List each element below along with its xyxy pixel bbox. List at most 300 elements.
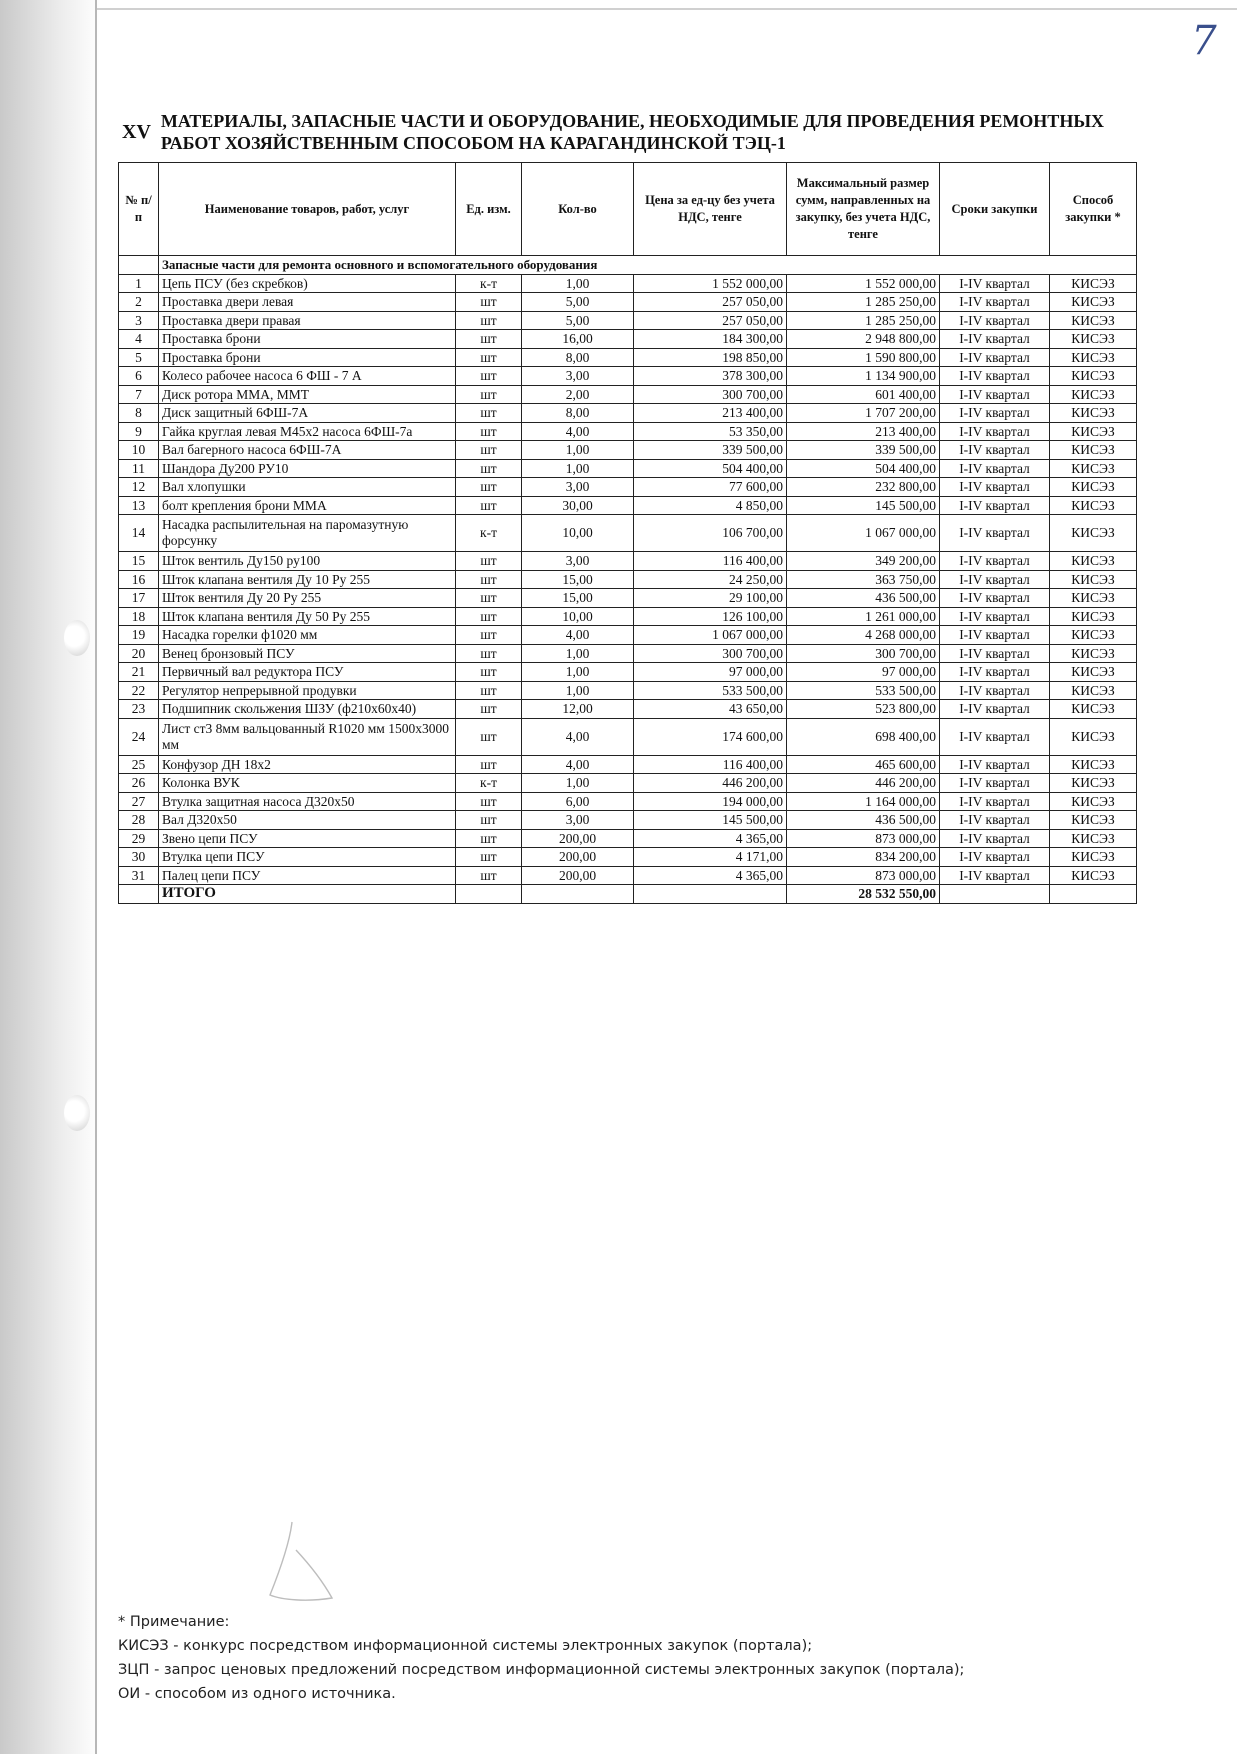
unit-price-cell: 198 850,00 <box>634 348 787 367</box>
procurement-method-cell: КИСЭЗ <box>1050 829 1137 848</box>
unit-price-cell: 1 067 000,00 <box>634 626 787 645</box>
row-number: 25 <box>119 755 159 774</box>
unit-price-cell: 43 650,00 <box>634 700 787 719</box>
procurement-period-cell: I-IV квартал <box>940 441 1050 460</box>
unit-cell: к-т <box>456 515 522 552</box>
total-amount-cell: 363 750,00 <box>787 570 940 589</box>
procurement-method-cell: КИСЭЗ <box>1050 367 1137 386</box>
total-empty-cell <box>634 885 787 904</box>
unit-price-cell: 213 400,00 <box>634 404 787 423</box>
procurement-period-cell: I-IV квартал <box>940 515 1050 552</box>
unit-cell: шт <box>456 811 522 830</box>
table-row <box>119 385 1137 404</box>
procurement-method-cell: КИСЭЗ <box>1050 681 1137 700</box>
total-amount-cell: 1 285 250,00 <box>787 293 940 312</box>
item-name: Втулка защитная насоса Д320х50 <box>159 792 456 811</box>
procurement-method-cell: КИСЭЗ <box>1050 478 1137 497</box>
item-name: Диск ротора ММА, ММТ <box>159 385 456 404</box>
procurement-method-cell: КИСЭЗ <box>1050 441 1137 460</box>
procurement-period-cell: I-IV квартал <box>940 385 1050 404</box>
row-number: 13 <box>119 496 159 515</box>
table-row <box>119 774 1137 793</box>
row-number: 27 <box>119 792 159 811</box>
item-name: Вал Д320х50 <box>159 811 456 830</box>
table-row <box>119 570 1137 589</box>
unit-cell: шт <box>456 478 522 497</box>
table-row <box>119 422 1137 441</box>
row-number: 14 <box>119 515 159 552</box>
total-amount-cell: 213 400,00 <box>787 422 940 441</box>
procurement-method-cell: КИСЭЗ <box>1050 644 1137 663</box>
unit-cell: шт <box>456 644 522 663</box>
table-row <box>119 496 1137 515</box>
total-value: 28 532 550,00 <box>787 885 940 904</box>
total-amount-cell: 601 400,00 <box>787 385 940 404</box>
quantity-cell: 10,00 <box>522 515 634 552</box>
quantity-cell: 10,00 <box>522 607 634 626</box>
procurement-period-cell: I-IV квартал <box>940 311 1050 330</box>
procurement-method-cell: КИСЭЗ <box>1050 515 1137 552</box>
procurement-method-cell: КИСЭЗ <box>1050 755 1137 774</box>
procurement-method-cell: КИСЭЗ <box>1050 663 1137 682</box>
total-amount-cell: 873 000,00 <box>787 829 940 848</box>
procurement-period-cell: I-IV квартал <box>940 496 1050 515</box>
page-top-edge <box>97 8 1237 10</box>
unit-cell: шт <box>456 792 522 811</box>
quantity-cell: 12,00 <box>522 700 634 719</box>
procurement-table <box>118 162 1137 904</box>
unit-cell: шт <box>456 311 522 330</box>
total-amount-cell: 523 800,00 <box>787 700 940 719</box>
unit-price-cell: 184 300,00 <box>634 330 787 349</box>
procurement-period-cell: I-IV квартал <box>940 404 1050 423</box>
table-row <box>119 700 1137 719</box>
total-amount-cell: 97 000,00 <box>787 663 940 682</box>
procurement-method-cell: КИСЭЗ <box>1050 848 1137 867</box>
table-row <box>119 607 1137 626</box>
procurement-period-cell: I-IV квартал <box>940 478 1050 497</box>
unit-price-cell: 339 500,00 <box>634 441 787 460</box>
table-row <box>119 866 1137 885</box>
total-amount-cell: 339 500,00 <box>787 441 940 460</box>
procurement-method-cell: КИСЭЗ <box>1050 607 1137 626</box>
unit-price-cell: 29 100,00 <box>634 589 787 608</box>
table-row <box>119 626 1137 645</box>
item-name: Венец бронзовый ПСУ <box>159 644 456 663</box>
unit-cell: шт <box>456 552 522 571</box>
row-number: 24 <box>119 718 159 755</box>
unit-price-cell: 257 050,00 <box>634 311 787 330</box>
total-label: ИТОГО <box>159 885 456 904</box>
procurement-period-cell: I-IV квартал <box>940 367 1050 386</box>
item-name: Вал багерного насоса 6ФШ-7А <box>159 441 456 460</box>
total-amount-cell: 1 164 000,00 <box>787 792 940 811</box>
punch-hole <box>64 620 90 656</box>
header-num: № п/п <box>119 163 159 256</box>
unit-price-cell: 1 552 000,00 <box>634 274 787 293</box>
total-amount-cell: 446 200,00 <box>787 774 940 793</box>
unit-cell: шт <box>456 293 522 312</box>
item-name: Проставка брони <box>159 348 456 367</box>
quantity-cell: 1,00 <box>522 644 634 663</box>
procurement-period-cell: I-IV квартал <box>940 774 1050 793</box>
item-name: болт крепления брони ММА <box>159 496 456 515</box>
quantity-cell: 4,00 <box>522 755 634 774</box>
title-text: МАТЕРИАЛЫ, ЗАПАСНЫЕ ЧАСТИ И ОБОРУДОВАНИЕ, НЕОБХОДИМЫЕ ДЛЯ ПРОВЕДЕНИЯ РЕМОНТНЫХ РАБОТ ХОЗЯЙСТВЕННЫМ СПОСОБОМ НА КАРАГАНДИНСКОЙ ТЭЦ-1 <box>160 111 1104 153</box>
header-qty: Кол-во <box>522 163 634 256</box>
footnote-heading: * Примечание: <box>118 1614 230 1630</box>
unit-cell: шт <box>456 866 522 885</box>
unit-price-cell: 446 200,00 <box>634 774 787 793</box>
table-row <box>119 644 1137 663</box>
procurement-period-cell: I-IV квартал <box>940 663 1050 682</box>
procurement-method-cell: КИСЭЗ <box>1050 774 1137 793</box>
quantity-cell: 2,00 <box>522 385 634 404</box>
unit-price-cell: 97 000,00 <box>634 663 787 682</box>
item-name: Подшипник скольжения ШЗУ (ф210х60х40) <box>159 700 456 719</box>
table-row <box>119 459 1137 478</box>
table-row <box>119 330 1137 349</box>
row-number: 5 <box>119 348 159 367</box>
binder-shadow <box>0 0 100 1754</box>
quantity-cell: 4,00 <box>522 422 634 441</box>
procurement-period-cell: I-IV квартал <box>940 718 1050 755</box>
procurement-period-cell: I-IV квартал <box>940 330 1050 349</box>
section-row <box>119 256 1137 275</box>
table-row <box>119 478 1137 497</box>
total-amount-cell: 1 590 800,00 <box>787 348 940 367</box>
item-name: Проставка двери правая <box>159 311 456 330</box>
total-amount-cell: 533 500,00 <box>787 681 940 700</box>
item-name: Колесо рабочее насоса 6 ФШ - 7 А <box>159 367 456 386</box>
row-number: 16 <box>119 570 159 589</box>
table-row <box>119 811 1137 830</box>
table-row <box>119 441 1137 460</box>
document-title <box>122 110 1132 154</box>
procurement-period-cell: I-IV квартал <box>940 700 1050 719</box>
procurement-period-cell: I-IV квартал <box>940 792 1050 811</box>
row-number: 11 <box>119 459 159 478</box>
quantity-cell: 1,00 <box>522 441 634 460</box>
unit-cell: шт <box>456 385 522 404</box>
unit-cell: шт <box>456 681 522 700</box>
row-number: 23 <box>119 700 159 719</box>
row-number: 2 <box>119 293 159 312</box>
quantity-cell: 200,00 <box>522 829 634 848</box>
row-number: 4 <box>119 330 159 349</box>
unit-price-cell: 174 600,00 <box>634 718 787 755</box>
quantity-cell: 4,00 <box>522 718 634 755</box>
unit-price-cell: 300 700,00 <box>634 644 787 663</box>
unit-cell: шт <box>456 422 522 441</box>
total-amount-cell: 436 500,00 <box>787 811 940 830</box>
quantity-cell: 1,00 <box>522 681 634 700</box>
total-empty-cell <box>940 885 1050 904</box>
total-amount-cell: 873 000,00 <box>787 866 940 885</box>
procurement-method-cell: КИСЭЗ <box>1050 293 1137 312</box>
item-name: Проставка брони <box>159 330 456 349</box>
quantity-cell: 5,00 <box>522 293 634 312</box>
unit-cell: шт <box>456 589 522 608</box>
total-empty-cell <box>1050 885 1137 904</box>
row-number: 15 <box>119 552 159 571</box>
unit-price-cell: 378 300,00 <box>634 367 787 386</box>
item-name: Шток клапана вентиля Ду 10 Ру 255 <box>159 570 456 589</box>
procurement-method-cell: КИСЭЗ <box>1050 626 1137 645</box>
unit-cell: шт <box>456 626 522 645</box>
unit-cell: шт <box>456 348 522 367</box>
procurement-period-cell: I-IV квартал <box>940 589 1050 608</box>
table-row <box>119 792 1137 811</box>
procurement-period-cell: I-IV квартал <box>940 626 1050 645</box>
procurement-method-cell: КИСЭЗ <box>1050 792 1137 811</box>
quantity-cell: 3,00 <box>522 811 634 830</box>
table-row <box>119 663 1137 682</box>
row-number: 6 <box>119 367 159 386</box>
total-empty-cell <box>119 885 159 904</box>
procurement-period-cell: I-IV квартал <box>940 644 1050 663</box>
procurement-period-cell: I-IV квартал <box>940 848 1050 867</box>
item-name: Шток клапана вентиля Ду 50 Ру 255 <box>159 607 456 626</box>
header-price: Цена за ед-цу без учета НДС, тенге <box>634 163 787 256</box>
row-number: 19 <box>119 626 159 645</box>
unit-cell: к-т <box>456 274 522 293</box>
procurement-method-cell: КИСЭЗ <box>1050 385 1137 404</box>
quantity-cell: 1,00 <box>522 663 634 682</box>
procurement-method-cell: КИСЭЗ <box>1050 459 1137 478</box>
footnote-line: ОИ - способом из одного источника. <box>118 1686 396 1702</box>
header-total: Максимальный размер сумм, направленных на закупку, без учета НДС, тенге <box>787 163 940 256</box>
table-row <box>119 274 1137 293</box>
unit-price-cell: 116 400,00 <box>634 552 787 571</box>
total-amount-cell: 1 285 250,00 <box>787 311 940 330</box>
procurement-method-cell: КИСЭЗ <box>1050 589 1137 608</box>
row-number: 28 <box>119 811 159 830</box>
unit-price-cell: 126 100,00 <box>634 607 787 626</box>
procurement-method-cell: КИСЭЗ <box>1050 404 1137 423</box>
item-name: Гайка круглая левая М45х2 насоса 6ФШ-7а <box>159 422 456 441</box>
unit-price-cell: 4 365,00 <box>634 829 787 848</box>
item-name: Колонка ВУК <box>159 774 456 793</box>
item-name: Насадка распылительная на паромазутную форсунку <box>159 515 456 552</box>
unit-cell: шт <box>456 367 522 386</box>
procurement-period-cell: I-IV квартал <box>940 570 1050 589</box>
total-amount-cell: 1 067 000,00 <box>787 515 940 552</box>
header-period: Сроки закупки <box>940 163 1050 256</box>
table-row <box>119 589 1137 608</box>
unit-price-cell: 116 400,00 <box>634 755 787 774</box>
table-header-row <box>119 163 1137 256</box>
unit-price-cell: 24 250,00 <box>634 570 787 589</box>
row-number: 7 <box>119 385 159 404</box>
procurement-period-cell: I-IV квартал <box>940 681 1050 700</box>
unit-cell: шт <box>456 404 522 423</box>
row-number: 29 <box>119 829 159 848</box>
section-label: Запасные части для ремонта основного и вспомогательного оборудования <box>159 256 1137 275</box>
quantity-cell: 4,00 <box>522 626 634 645</box>
unit-cell: шт <box>456 330 522 349</box>
total-amount-cell: 1 707 200,00 <box>787 404 940 423</box>
unit-cell: шт <box>456 829 522 848</box>
quantity-cell: 30,00 <box>522 496 634 515</box>
total-amount-cell: 300 700,00 <box>787 644 940 663</box>
row-number: 10 <box>119 441 159 460</box>
unit-cell: шт <box>456 663 522 682</box>
unit-price-cell: 504 400,00 <box>634 459 787 478</box>
procurement-period-cell: I-IV квартал <box>940 811 1050 830</box>
unit-price-cell: 4 365,00 <box>634 866 787 885</box>
total-amount-cell: 834 200,00 <box>787 848 940 867</box>
unit-price-cell: 145 500,00 <box>634 811 787 830</box>
quantity-cell: 3,00 <box>522 367 634 386</box>
table-row <box>119 404 1137 423</box>
item-name: Звено цепи ПСУ <box>159 829 456 848</box>
total-empty-cell <box>522 885 634 904</box>
total-row <box>119 885 1137 904</box>
quantity-cell: 15,00 <box>522 570 634 589</box>
footnote-line: ЗЦП - запрос ценовых предложений посредством информационной системы электронных закупок (портала); <box>118 1662 965 1678</box>
unit-cell: шт <box>456 496 522 515</box>
procurement-period-cell: I-IV квартал <box>940 348 1050 367</box>
total-amount-cell: 504 400,00 <box>787 459 940 478</box>
quantity-cell: 200,00 <box>522 848 634 867</box>
row-number: 3 <box>119 311 159 330</box>
procurement-method-cell: КИСЭЗ <box>1050 330 1137 349</box>
row-number: 26 <box>119 774 159 793</box>
quantity-cell: 1,00 <box>522 459 634 478</box>
row-number: 8 <box>119 404 159 423</box>
unit-cell: шт <box>456 441 522 460</box>
procurement-method-cell: КИСЭЗ <box>1050 552 1137 571</box>
item-name: Регулятор непрерывной продувки <box>159 681 456 700</box>
total-amount-cell: 232 800,00 <box>787 478 940 497</box>
item-name: Втулка цепи ПСУ <box>159 848 456 867</box>
row-number: 30 <box>119 848 159 867</box>
quantity-cell: 3,00 <box>522 552 634 571</box>
unit-cell: шт <box>456 848 522 867</box>
item-name: Шток вентиля Ду 20 Ру 255 <box>159 589 456 608</box>
section-num-cell <box>119 256 159 275</box>
total-amount-cell: 2 948 800,00 <box>787 330 940 349</box>
unit-price-cell: 533 500,00 <box>634 681 787 700</box>
procurement-method-cell: КИСЭЗ <box>1050 811 1137 830</box>
procurement-period-cell: I-IV квартал <box>940 293 1050 312</box>
procurement-period-cell: I-IV квартал <box>940 459 1050 478</box>
punch-hole <box>64 1095 90 1131</box>
procurement-period-cell: I-IV квартал <box>940 866 1050 885</box>
unit-price-cell: 53 350,00 <box>634 422 787 441</box>
procurement-period-cell: I-IV квартал <box>940 829 1050 848</box>
unit-cell: шт <box>456 700 522 719</box>
procurement-method-cell: КИСЭЗ <box>1050 348 1137 367</box>
section-number: XV <box>122 120 151 143</box>
row-number: 31 <box>119 866 159 885</box>
row-number: 1 <box>119 274 159 293</box>
procurement-period-cell: I-IV квартал <box>940 274 1050 293</box>
unit-price-cell: 4 850,00 <box>634 496 787 515</box>
item-name: Конфузор ДН 18х2 <box>159 755 456 774</box>
item-name: Вал хлопушки <box>159 478 456 497</box>
quantity-cell: 6,00 <box>522 792 634 811</box>
quantity-cell: 8,00 <box>522 348 634 367</box>
table-row <box>119 552 1137 571</box>
row-number: 17 <box>119 589 159 608</box>
pencil-mark <box>262 1520 342 1610</box>
unit-price-cell: 106 700,00 <box>634 515 787 552</box>
table-row <box>119 829 1137 848</box>
table-row <box>119 348 1137 367</box>
item-name: Шандора Ду200 РУ10 <box>159 459 456 478</box>
quantity-cell: 5,00 <box>522 311 634 330</box>
table-row <box>119 293 1137 312</box>
unit-price-cell: 194 000,00 <box>634 792 787 811</box>
item-name: Первичный вал редуктора ПСУ <box>159 663 456 682</box>
quantity-cell: 200,00 <box>522 866 634 885</box>
procurement-method-cell: КИСЭЗ <box>1050 422 1137 441</box>
procurement-method-cell: КИСЭЗ <box>1050 311 1137 330</box>
procurement-method-cell: КИСЭЗ <box>1050 570 1137 589</box>
table-row <box>119 848 1137 867</box>
item-name: Насадка горелки ф1020 мм <box>159 626 456 645</box>
row-number: 18 <box>119 607 159 626</box>
procurement-method-cell: КИСЭЗ <box>1050 496 1137 515</box>
unit-cell: шт <box>456 570 522 589</box>
total-amount-cell: 349 200,00 <box>787 552 940 571</box>
total-amount-cell: 1 261 000,00 <box>787 607 940 626</box>
row-number: 22 <box>119 681 159 700</box>
item-name: Шток вентиль Ду150 ру100 <box>159 552 456 571</box>
item-name: Диск защитный 6ФШ-7А <box>159 404 456 423</box>
procurement-method-cell: КИСЭЗ <box>1050 274 1137 293</box>
page-number: 7 <box>1191 18 1217 64</box>
total-amount-cell: 4 268 000,00 <box>787 626 940 645</box>
procurement-method-cell: КИСЭЗ <box>1050 718 1137 755</box>
unit-price-cell: 300 700,00 <box>634 385 787 404</box>
unit-cell: шт <box>456 718 522 755</box>
total-amount-cell: 465 600,00 <box>787 755 940 774</box>
item-name: Цепь ПСУ (без скребков) <box>159 274 456 293</box>
table-row <box>119 515 1137 552</box>
item-name: Палец цепи ПСУ <box>159 866 456 885</box>
procurement-method-cell: КИСЭЗ <box>1050 700 1137 719</box>
total-amount-cell: 436 500,00 <box>787 589 940 608</box>
row-number: 12 <box>119 478 159 497</box>
item-name: Проставка двери левая <box>159 293 456 312</box>
table-row <box>119 718 1137 755</box>
unit-cell: шт <box>456 607 522 626</box>
header-method: Способ закупки * <box>1050 163 1137 256</box>
footnote <box>118 1610 1218 1706</box>
unit-price-cell: 77 600,00 <box>634 478 787 497</box>
row-number: 9 <box>119 422 159 441</box>
quantity-cell: 8,00 <box>522 404 634 423</box>
table-row <box>119 681 1137 700</box>
quantity-cell: 16,00 <box>522 330 634 349</box>
procurement-period-cell: I-IV квартал <box>940 422 1050 441</box>
procurement-period-cell: I-IV квартал <box>940 607 1050 626</box>
row-number: 21 <box>119 663 159 682</box>
total-amount-cell: 145 500,00 <box>787 496 940 515</box>
quantity-cell: 1,00 <box>522 774 634 793</box>
footnote-line: КИСЭЗ - конкурс посредством информационной системы электронных закупок (портала); <box>118 1638 813 1654</box>
quantity-cell: 3,00 <box>522 478 634 497</box>
quantity-cell: 1,00 <box>522 274 634 293</box>
unit-cell: шт <box>456 755 522 774</box>
binder-line <box>95 0 97 1754</box>
procurement-period-cell: I-IV квартал <box>940 755 1050 774</box>
procurement-method-cell: КИСЭЗ <box>1050 866 1137 885</box>
header-name: Наименование товаров, работ, услуг <box>159 163 456 256</box>
